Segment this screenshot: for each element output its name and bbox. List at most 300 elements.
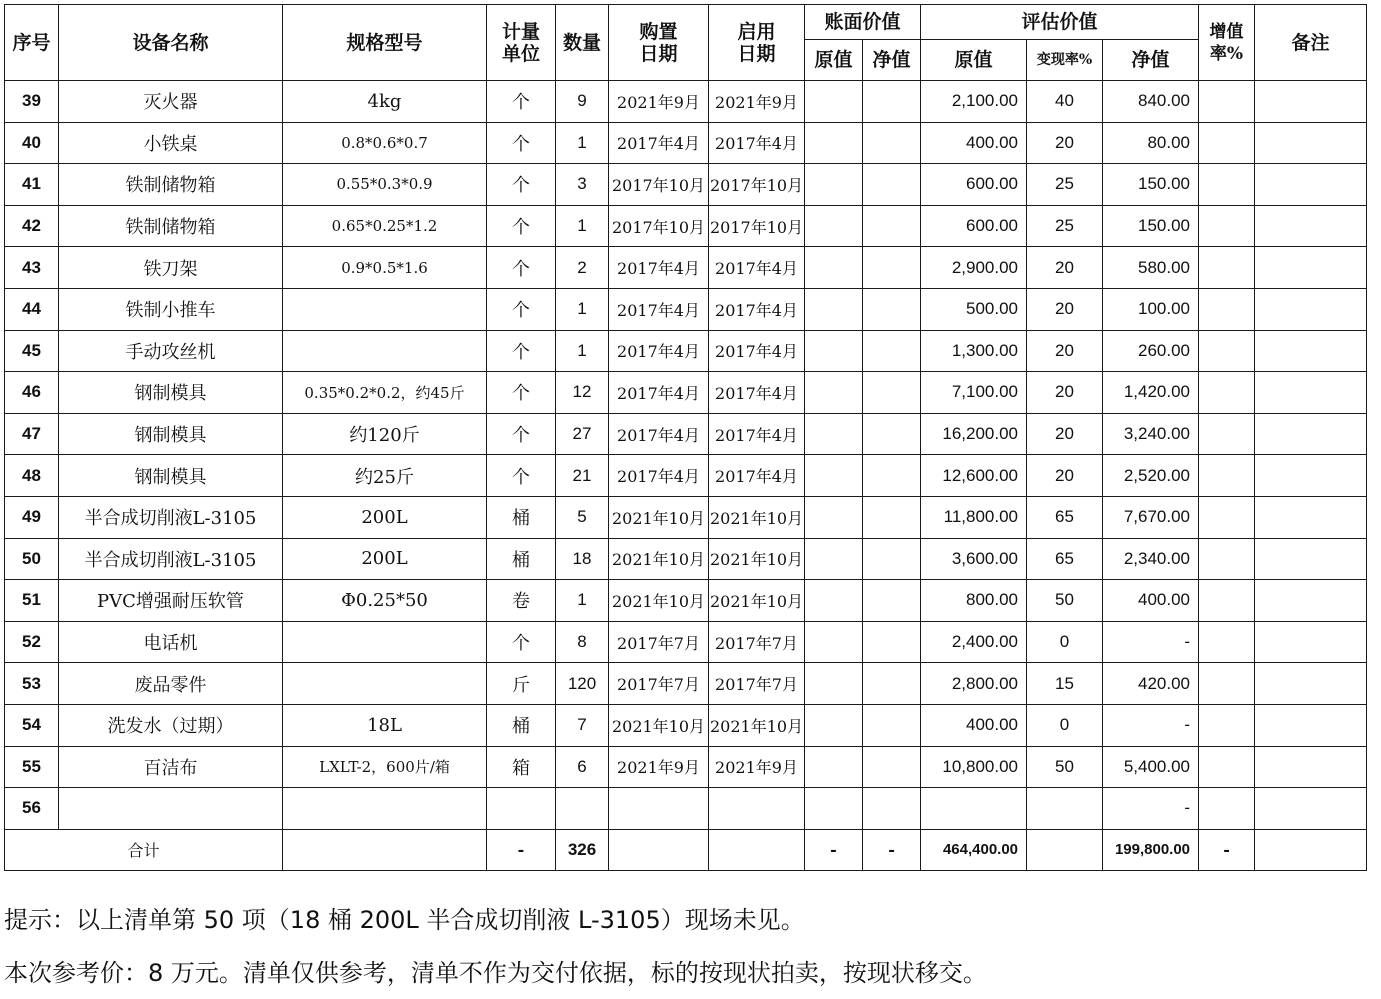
table-row bbox=[5, 455, 1367, 497]
total-eval-rate bbox=[1027, 829, 1103, 870]
row-spec: 200L bbox=[283, 538, 487, 580]
row-book-original bbox=[805, 788, 863, 830]
row-purchase-date: 2021年10月 bbox=[609, 580, 709, 622]
row-purchase-date: 2017年4月 bbox=[609, 288, 709, 330]
header-start-date bbox=[709, 5, 805, 81]
row-book-net bbox=[863, 413, 921, 455]
row-eval-net: 420.00 bbox=[1103, 663, 1199, 705]
row-eval-rate: 50 bbox=[1027, 580, 1103, 622]
row-eval-original: 10,800.00 bbox=[921, 746, 1027, 788]
row-index: 45 bbox=[5, 330, 59, 372]
row-index: 54 bbox=[5, 704, 59, 746]
table-row bbox=[5, 81, 1367, 123]
row-book-net bbox=[863, 372, 921, 414]
row-index: 47 bbox=[5, 413, 59, 455]
row-remark bbox=[1255, 372, 1367, 414]
row-start-date: 2017年4月 bbox=[709, 455, 805, 497]
table-row bbox=[5, 122, 1367, 164]
total-growth: - bbox=[1199, 829, 1255, 870]
row-start-date: 2021年10月 bbox=[709, 496, 805, 538]
row-quantity: 27 bbox=[556, 413, 609, 455]
header-eval-value: 评估价值 bbox=[921, 5, 1199, 40]
row-book-net bbox=[863, 580, 921, 622]
row-unit: 个 bbox=[487, 372, 556, 414]
row-spec: 18L bbox=[283, 704, 487, 746]
row-name: 小铁桌 bbox=[59, 122, 283, 164]
row-spec: 约25斤 bbox=[283, 455, 487, 497]
row-spec: 0.9*0.5*1.6 bbox=[283, 247, 487, 289]
row-name: 铁制储物箱 bbox=[59, 164, 283, 206]
header-eval-rate: 变现率% bbox=[1027, 40, 1103, 81]
note-reference-price: 本次参考价：8 万元。清单仅供参考，清单不作为交付依据，标的按现状拍卖，按现状移交。 bbox=[4, 959, 987, 987]
row-eval-original: 3,600.00 bbox=[921, 538, 1027, 580]
row-eval-rate: 40 bbox=[1027, 81, 1103, 123]
row-remark bbox=[1255, 538, 1367, 580]
row-quantity: 1 bbox=[556, 205, 609, 247]
header-purchase-date-text: 购置日期 bbox=[639, 20, 678, 65]
table-row bbox=[5, 413, 1367, 455]
row-eval-original: 400.00 bbox=[921, 122, 1027, 164]
row-start-date: 2017年4月 bbox=[709, 247, 805, 289]
row-start-date bbox=[709, 788, 805, 830]
row-purchase-date: 2017年4月 bbox=[609, 122, 709, 164]
row-start-date: 2017年7月 bbox=[709, 621, 805, 663]
header-growth-rate-text: 增值率% bbox=[1209, 21, 1244, 64]
table-row bbox=[5, 580, 1367, 622]
row-unit: 个 bbox=[487, 247, 556, 289]
row-book-original bbox=[805, 455, 863, 497]
row-remark bbox=[1255, 455, 1367, 497]
row-book-original bbox=[805, 247, 863, 289]
row-eval-rate: 0 bbox=[1027, 704, 1103, 746]
row-unit: 个 bbox=[487, 205, 556, 247]
row-spec: 200L bbox=[283, 496, 487, 538]
row-eval-net: 2,520.00 bbox=[1103, 455, 1199, 497]
row-remark bbox=[1255, 247, 1367, 289]
row-name: 铁制储物箱 bbox=[59, 205, 283, 247]
row-book-original bbox=[805, 580, 863, 622]
row-start-date: 2017年4月 bbox=[709, 288, 805, 330]
table-row bbox=[5, 247, 1367, 289]
table-row bbox=[5, 663, 1367, 705]
row-eval-net: 580.00 bbox=[1103, 247, 1199, 289]
row-spec bbox=[283, 788, 487, 830]
row-growth bbox=[1199, 704, 1255, 746]
row-eval-original: 500.00 bbox=[921, 288, 1027, 330]
table-row bbox=[5, 704, 1367, 746]
row-book-net bbox=[863, 663, 921, 705]
total-quantity: 326 bbox=[556, 829, 609, 870]
row-eval-rate: 20 bbox=[1027, 455, 1103, 497]
row-eval-rate: 20 bbox=[1027, 247, 1103, 289]
row-unit: 个 bbox=[487, 330, 556, 372]
row-eval-original: 2,400.00 bbox=[921, 621, 1027, 663]
row-name: 钢制模具 bbox=[59, 455, 283, 497]
total-unit: - bbox=[487, 829, 556, 870]
total-remark bbox=[1255, 829, 1367, 870]
row-eval-original: 1,300.00 bbox=[921, 330, 1027, 372]
row-book-original bbox=[805, 538, 863, 580]
row-index: 49 bbox=[5, 496, 59, 538]
row-start-date: 2021年10月 bbox=[709, 580, 805, 622]
row-eval-net: 7,670.00 bbox=[1103, 496, 1199, 538]
row-quantity: 5 bbox=[556, 496, 609, 538]
row-remark bbox=[1255, 81, 1367, 123]
row-quantity: 21 bbox=[556, 455, 609, 497]
row-eval-net: 2,340.00 bbox=[1103, 538, 1199, 580]
row-growth bbox=[1199, 538, 1255, 580]
row-remark bbox=[1255, 580, 1367, 622]
row-eval-net: 100.00 bbox=[1103, 288, 1199, 330]
row-growth bbox=[1199, 164, 1255, 206]
table-footer bbox=[5, 829, 1367, 870]
row-growth bbox=[1199, 81, 1255, 123]
row-remark bbox=[1255, 413, 1367, 455]
row-eval-rate: 25 bbox=[1027, 205, 1103, 247]
row-book-net bbox=[863, 621, 921, 663]
row-unit: 个 bbox=[487, 455, 556, 497]
header-quantity: 数量 bbox=[556, 5, 609, 81]
row-purchase-date: 2021年10月 bbox=[609, 496, 709, 538]
row-start-date: 2021年10月 bbox=[709, 704, 805, 746]
row-remark bbox=[1255, 746, 1367, 788]
row-book-original bbox=[805, 330, 863, 372]
row-name: 电话机 bbox=[59, 621, 283, 663]
row-quantity: 3 bbox=[556, 164, 609, 206]
row-unit: 桶 bbox=[487, 496, 556, 538]
row-book-original bbox=[805, 663, 863, 705]
header-growth-rate bbox=[1199, 5, 1255, 81]
row-growth bbox=[1199, 372, 1255, 414]
row-eval-original: 2,900.00 bbox=[921, 247, 1027, 289]
row-book-net bbox=[863, 288, 921, 330]
row-spec: 0.55*0.3*0.9 bbox=[283, 164, 487, 206]
row-remark bbox=[1255, 496, 1367, 538]
row-purchase-date: 2017年10月 bbox=[609, 164, 709, 206]
row-eval-original: 2,800.00 bbox=[921, 663, 1027, 705]
total-book-net: - bbox=[863, 829, 921, 870]
row-index: 50 bbox=[5, 538, 59, 580]
row-spec: 4kg bbox=[283, 81, 487, 123]
row-name: 废品零件 bbox=[59, 663, 283, 705]
row-spec: LXLT-2，600片/箱 bbox=[283, 746, 487, 788]
row-start-date: 2017年4月 bbox=[709, 330, 805, 372]
row-quantity: 18 bbox=[556, 538, 609, 580]
header-eval-original: 原值 bbox=[921, 40, 1027, 81]
row-remark bbox=[1255, 663, 1367, 705]
row-book-net bbox=[863, 496, 921, 538]
row-growth bbox=[1199, 288, 1255, 330]
row-index: 39 bbox=[5, 81, 59, 123]
row-spec: 约120斤 bbox=[283, 413, 487, 455]
row-purchase-date: 2017年10月 bbox=[609, 205, 709, 247]
row-index: 53 bbox=[5, 663, 59, 705]
row-quantity: 6 bbox=[556, 746, 609, 788]
row-index: 44 bbox=[5, 288, 59, 330]
total-row bbox=[5, 829, 1367, 870]
row-purchase-date: 2017年7月 bbox=[609, 663, 709, 705]
row-spec bbox=[283, 621, 487, 663]
row-unit: 桶 bbox=[487, 538, 556, 580]
row-remark bbox=[1255, 122, 1367, 164]
row-purchase-date: 2017年4月 bbox=[609, 413, 709, 455]
row-quantity: 12 bbox=[556, 372, 609, 414]
row-start-date: 2017年7月 bbox=[709, 663, 805, 705]
row-start-date: 2021年10月 bbox=[709, 538, 805, 580]
row-purchase-date: 2021年10月 bbox=[609, 538, 709, 580]
row-book-net bbox=[863, 164, 921, 206]
row-eval-net: 150.00 bbox=[1103, 205, 1199, 247]
row-index: 42 bbox=[5, 205, 59, 247]
total-label: 合计 bbox=[5, 829, 283, 870]
total-start bbox=[709, 829, 805, 870]
row-quantity: 8 bbox=[556, 621, 609, 663]
row-eval-rate: 65 bbox=[1027, 538, 1103, 580]
row-eval-original: 400.00 bbox=[921, 704, 1027, 746]
table-row bbox=[5, 205, 1367, 247]
row-eval-net: 3,240.00 bbox=[1103, 413, 1199, 455]
row-eval-original: 600.00 bbox=[921, 164, 1027, 206]
total-eval-net: 199,800.00 bbox=[1103, 829, 1199, 870]
row-quantity: 1 bbox=[556, 122, 609, 164]
row-eval-rate: 15 bbox=[1027, 663, 1103, 705]
row-remark bbox=[1255, 330, 1367, 372]
row-book-original bbox=[805, 288, 863, 330]
row-growth bbox=[1199, 413, 1255, 455]
row-growth bbox=[1199, 746, 1255, 788]
row-unit: 个 bbox=[487, 81, 556, 123]
row-book-net bbox=[863, 330, 921, 372]
table-row bbox=[5, 372, 1367, 414]
total-purchase bbox=[609, 829, 709, 870]
row-spec: 0.8*0.6*0.7 bbox=[283, 122, 487, 164]
row-name: 铁制小推车 bbox=[59, 288, 283, 330]
row-unit: 桶 bbox=[487, 704, 556, 746]
row-quantity: 2 bbox=[556, 247, 609, 289]
row-purchase-date: 2021年10月 bbox=[609, 704, 709, 746]
table-row bbox=[5, 164, 1367, 206]
row-purchase-date: 2021年9月 bbox=[609, 746, 709, 788]
asset-valuation-table bbox=[4, 4, 1367, 871]
row-eval-rate: 0 bbox=[1027, 621, 1103, 663]
row-book-original bbox=[805, 122, 863, 164]
row-name: 灭火器 bbox=[59, 81, 283, 123]
row-remark bbox=[1255, 788, 1367, 830]
row-quantity: 1 bbox=[556, 288, 609, 330]
row-name: 钢制模具 bbox=[59, 413, 283, 455]
row-spec bbox=[283, 288, 487, 330]
row-purchase-date: 2017年4月 bbox=[609, 330, 709, 372]
row-book-original bbox=[805, 164, 863, 206]
row-spec: Φ0.25*50 bbox=[283, 580, 487, 622]
row-eval-net: 1,420.00 bbox=[1103, 372, 1199, 414]
total-spec bbox=[283, 829, 487, 870]
row-unit: 卷 bbox=[487, 580, 556, 622]
row-unit: 个 bbox=[487, 288, 556, 330]
row-book-original bbox=[805, 205, 863, 247]
row-name: 铁刀架 bbox=[59, 247, 283, 289]
row-eval-original bbox=[921, 788, 1027, 830]
row-index: 52 bbox=[5, 621, 59, 663]
row-growth bbox=[1199, 580, 1255, 622]
row-unit: 个 bbox=[487, 413, 556, 455]
header-book-net: 净值 bbox=[863, 40, 921, 81]
row-book-original bbox=[805, 496, 863, 538]
row-eval-rate: 20 bbox=[1027, 122, 1103, 164]
header-unit bbox=[487, 5, 556, 81]
row-book-net bbox=[863, 81, 921, 123]
row-spec: 0.35*0.2*0.2，约45斤 bbox=[283, 372, 487, 414]
header-eval-net: 净值 bbox=[1103, 40, 1199, 81]
row-growth bbox=[1199, 788, 1255, 830]
row-unit: 个 bbox=[487, 122, 556, 164]
row-remark bbox=[1255, 205, 1367, 247]
row-eval-original: 11,800.00 bbox=[921, 496, 1027, 538]
row-eval-net: 5,400.00 bbox=[1103, 746, 1199, 788]
row-purchase-date: 2017年4月 bbox=[609, 372, 709, 414]
row-book-net bbox=[863, 205, 921, 247]
row-purchase-date: 2017年7月 bbox=[609, 621, 709, 663]
row-quantity: 1 bbox=[556, 330, 609, 372]
row-purchase-date: 2021年9月 bbox=[609, 81, 709, 123]
row-index: 43 bbox=[5, 247, 59, 289]
row-book-original bbox=[805, 372, 863, 414]
row-eval-rate: 20 bbox=[1027, 288, 1103, 330]
header-spec: 规格型号 bbox=[283, 5, 487, 81]
row-name: 钢制模具 bbox=[59, 372, 283, 414]
row-start-date: 2021年9月 bbox=[709, 81, 805, 123]
row-book-original bbox=[805, 81, 863, 123]
asset-valuation-table-container bbox=[4, 4, 1366, 871]
row-index: 48 bbox=[5, 455, 59, 497]
row-remark bbox=[1255, 621, 1367, 663]
note-missing-item: 提示：以上清单第 50 项（18 桶 200L 半合成切削液 L-3105）现场未见。 bbox=[4, 906, 805, 934]
row-start-date: 2017年4月 bbox=[709, 372, 805, 414]
row-book-net bbox=[863, 538, 921, 580]
table-row bbox=[5, 621, 1367, 663]
header-purchase-date bbox=[609, 5, 709, 81]
total-eval-original: 464,400.00 bbox=[921, 829, 1027, 870]
table-row bbox=[5, 496, 1367, 538]
row-index: 56 bbox=[5, 788, 59, 830]
row-growth bbox=[1199, 122, 1255, 164]
row-start-date: 2017年4月 bbox=[709, 122, 805, 164]
header-book-original: 原值 bbox=[805, 40, 863, 81]
row-book-original bbox=[805, 621, 863, 663]
row-eval-net: 150.00 bbox=[1103, 164, 1199, 206]
row-start-date: 2017年10月 bbox=[709, 164, 805, 206]
header-remark: 备注 bbox=[1255, 5, 1367, 81]
row-book-original bbox=[805, 704, 863, 746]
row-start-date: 2021年9月 bbox=[709, 746, 805, 788]
row-quantity: 9 bbox=[556, 81, 609, 123]
row-book-net bbox=[863, 788, 921, 830]
row-eval-rate bbox=[1027, 788, 1103, 830]
row-book-original bbox=[805, 413, 863, 455]
row-eval-rate: 50 bbox=[1027, 746, 1103, 788]
row-purchase-date: 2017年4月 bbox=[609, 247, 709, 289]
row-eval-original: 12,600.00 bbox=[921, 455, 1027, 497]
table-row bbox=[5, 288, 1367, 330]
header-start-date-text: 启用日期 bbox=[737, 20, 776, 65]
row-book-net bbox=[863, 455, 921, 497]
row-book-net bbox=[863, 122, 921, 164]
row-remark bbox=[1255, 288, 1367, 330]
row-growth bbox=[1199, 330, 1255, 372]
row-start-date: 2017年4月 bbox=[709, 413, 805, 455]
row-quantity: 1 bbox=[556, 580, 609, 622]
row-index: 40 bbox=[5, 122, 59, 164]
row-growth bbox=[1199, 455, 1255, 497]
row-name: 半合成切削液L-3105 bbox=[59, 538, 283, 580]
header-index: 序号 bbox=[5, 5, 59, 81]
row-eval-original: 600.00 bbox=[921, 205, 1027, 247]
row-spec: 0.65*0.25*1.2 bbox=[283, 205, 487, 247]
total-book-original: - bbox=[805, 829, 863, 870]
row-growth bbox=[1199, 663, 1255, 705]
row-name: 手动攻丝机 bbox=[59, 330, 283, 372]
row-eval-net: 840.00 bbox=[1103, 81, 1199, 123]
row-start-date: 2017年10月 bbox=[709, 205, 805, 247]
row-unit bbox=[487, 788, 556, 830]
row-spec bbox=[283, 330, 487, 372]
row-index: 51 bbox=[5, 580, 59, 622]
row-name bbox=[59, 788, 283, 830]
row-book-net bbox=[863, 704, 921, 746]
row-remark bbox=[1255, 164, 1367, 206]
row-eval-net: - bbox=[1103, 621, 1199, 663]
row-quantity: 7 bbox=[556, 704, 609, 746]
row-growth bbox=[1199, 621, 1255, 663]
row-eval-net: 400.00 bbox=[1103, 580, 1199, 622]
row-book-net bbox=[863, 247, 921, 289]
row-remark bbox=[1255, 704, 1367, 746]
row-eval-rate: 20 bbox=[1027, 372, 1103, 414]
row-unit: 箱 bbox=[487, 746, 556, 788]
row-book-original bbox=[805, 746, 863, 788]
header-name: 设备名称 bbox=[59, 5, 283, 81]
row-purchase-date: 2017年4月 bbox=[609, 455, 709, 497]
row-spec bbox=[283, 663, 487, 705]
row-unit: 斤 bbox=[487, 663, 556, 705]
table-body bbox=[5, 81, 1367, 830]
row-eval-net: - bbox=[1103, 704, 1199, 746]
row-index: 55 bbox=[5, 746, 59, 788]
row-name: PVC增强耐压软管 bbox=[59, 580, 283, 622]
row-growth bbox=[1199, 205, 1255, 247]
row-eval-rate: 20 bbox=[1027, 330, 1103, 372]
row-name: 洗发水（过期） bbox=[59, 704, 283, 746]
table-header bbox=[5, 5, 1367, 81]
row-quantity bbox=[556, 788, 609, 830]
row-quantity: 120 bbox=[556, 663, 609, 705]
row-name: 半合成切削液L-3105 bbox=[59, 496, 283, 538]
row-unit: 个 bbox=[487, 621, 556, 663]
table-row bbox=[5, 330, 1367, 372]
table-row bbox=[5, 788, 1367, 830]
row-eval-original: 7,100.00 bbox=[921, 372, 1027, 414]
row-eval-rate: 20 bbox=[1027, 413, 1103, 455]
row-eval-net: - bbox=[1103, 788, 1199, 830]
row-name: 百洁布 bbox=[59, 746, 283, 788]
row-growth bbox=[1199, 496, 1255, 538]
row-eval-rate: 65 bbox=[1027, 496, 1103, 538]
row-eval-original: 16,200.00 bbox=[921, 413, 1027, 455]
table-row bbox=[5, 746, 1367, 788]
table-row bbox=[5, 538, 1367, 580]
row-growth bbox=[1199, 247, 1255, 289]
row-eval-rate: 25 bbox=[1027, 164, 1103, 206]
